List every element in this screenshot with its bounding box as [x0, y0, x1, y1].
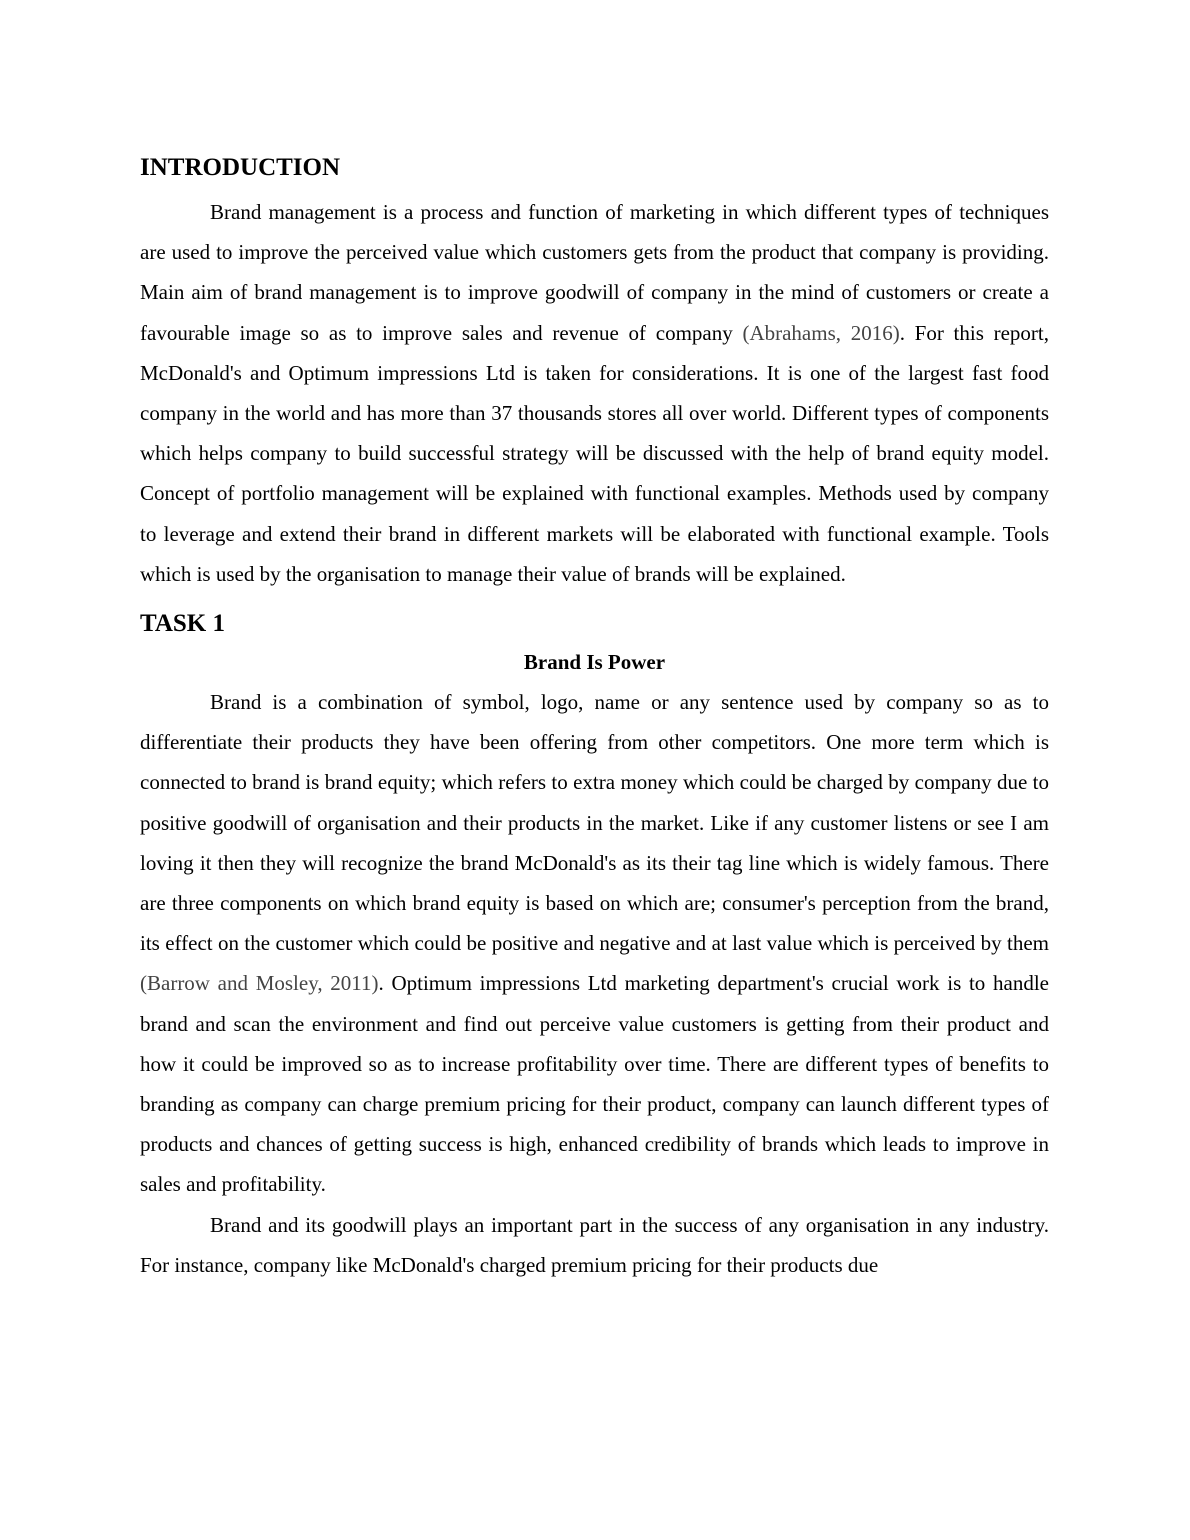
introduction-paragraph-text-start: Brand management is a process and function of marketing in which different types of techniques are used to improve the perceived value which customers gets from the product that company is providing. Main aim of brand management is to improve goodwill of company in the mind of customers or create a favourable image so as to improve sales and revenue of company [140, 200, 1049, 345]
document-page [140, 150, 1049, 1285]
brand-is-power-subheading: Brand Is Power [523, 650, 666, 675]
task1-paragraph-1-text-start: Brand is a combination of symbol, logo, name or any sentence used by company so as to differentiate their products they have been offering from other competitors. One more term which is connected to brand is brand equity; which refers to extra money which could be charged by company due to positive goodwill of organisation and their products in the market. Like if any customer listens or see I am loving it then they will recognize the brand McDonald's as its their tag line which is widely famous. There are three components on which brand equity is based on which are; consumer's perception from the brand, its effect on the customer which could be positive and negative and at last value which is perceived by them [140, 690, 1049, 956]
task1-paragraph-2: Brand and its goodwill plays an important part in the success of any organisation in any industry. For instance, company like McDonald's charged premium pricing for their products due [140, 1212, 1049, 1277]
task1-paragraph-1 [140, 682, 1049, 1205]
introduction-paragraph [140, 192, 1049, 594]
introduction-paragraph-text-end: . For this report, McDonald's and Optimum impressions Ltd is taken for considerations. It is one of the largest fast food company in the world and has more than 37 thousands stores all over world. Different types of components which helps company to build successful strategy will be discussed with the help of brand equity model. Concept of portfolio management will be explained with functional examples. Methods used by company to leverage and extend their brand in different markets will be elaborated with functional example. Tools which is used by the organisation to manage their value of brands will be explained. [140, 320, 1050, 586]
task1-heading: TASK 1 [140, 610, 225, 638]
task1-paragraph-1-text-end: . Optimum impressions Ltd marketing department's crucial work is to handle brand and scan the environment and find out perceive value customers is getting from their product and how it could be improved so as to increase profitability over time. There are different types of benefits to branding as company can charge premium pricing for their product, company can launch different types of products and chances of getting success is high, enhanced credibility of brands which leads to improve in sales and profitability. [140, 971, 1049, 1197]
introduction-heading: INTRODUCTION [140, 154, 341, 181]
citation-barrow-mosley-2011: (Barrow and Mosley, 2011) [140, 971, 379, 996]
citation-abrahams-2016: (Abrahams, 2016) [742, 320, 900, 345]
